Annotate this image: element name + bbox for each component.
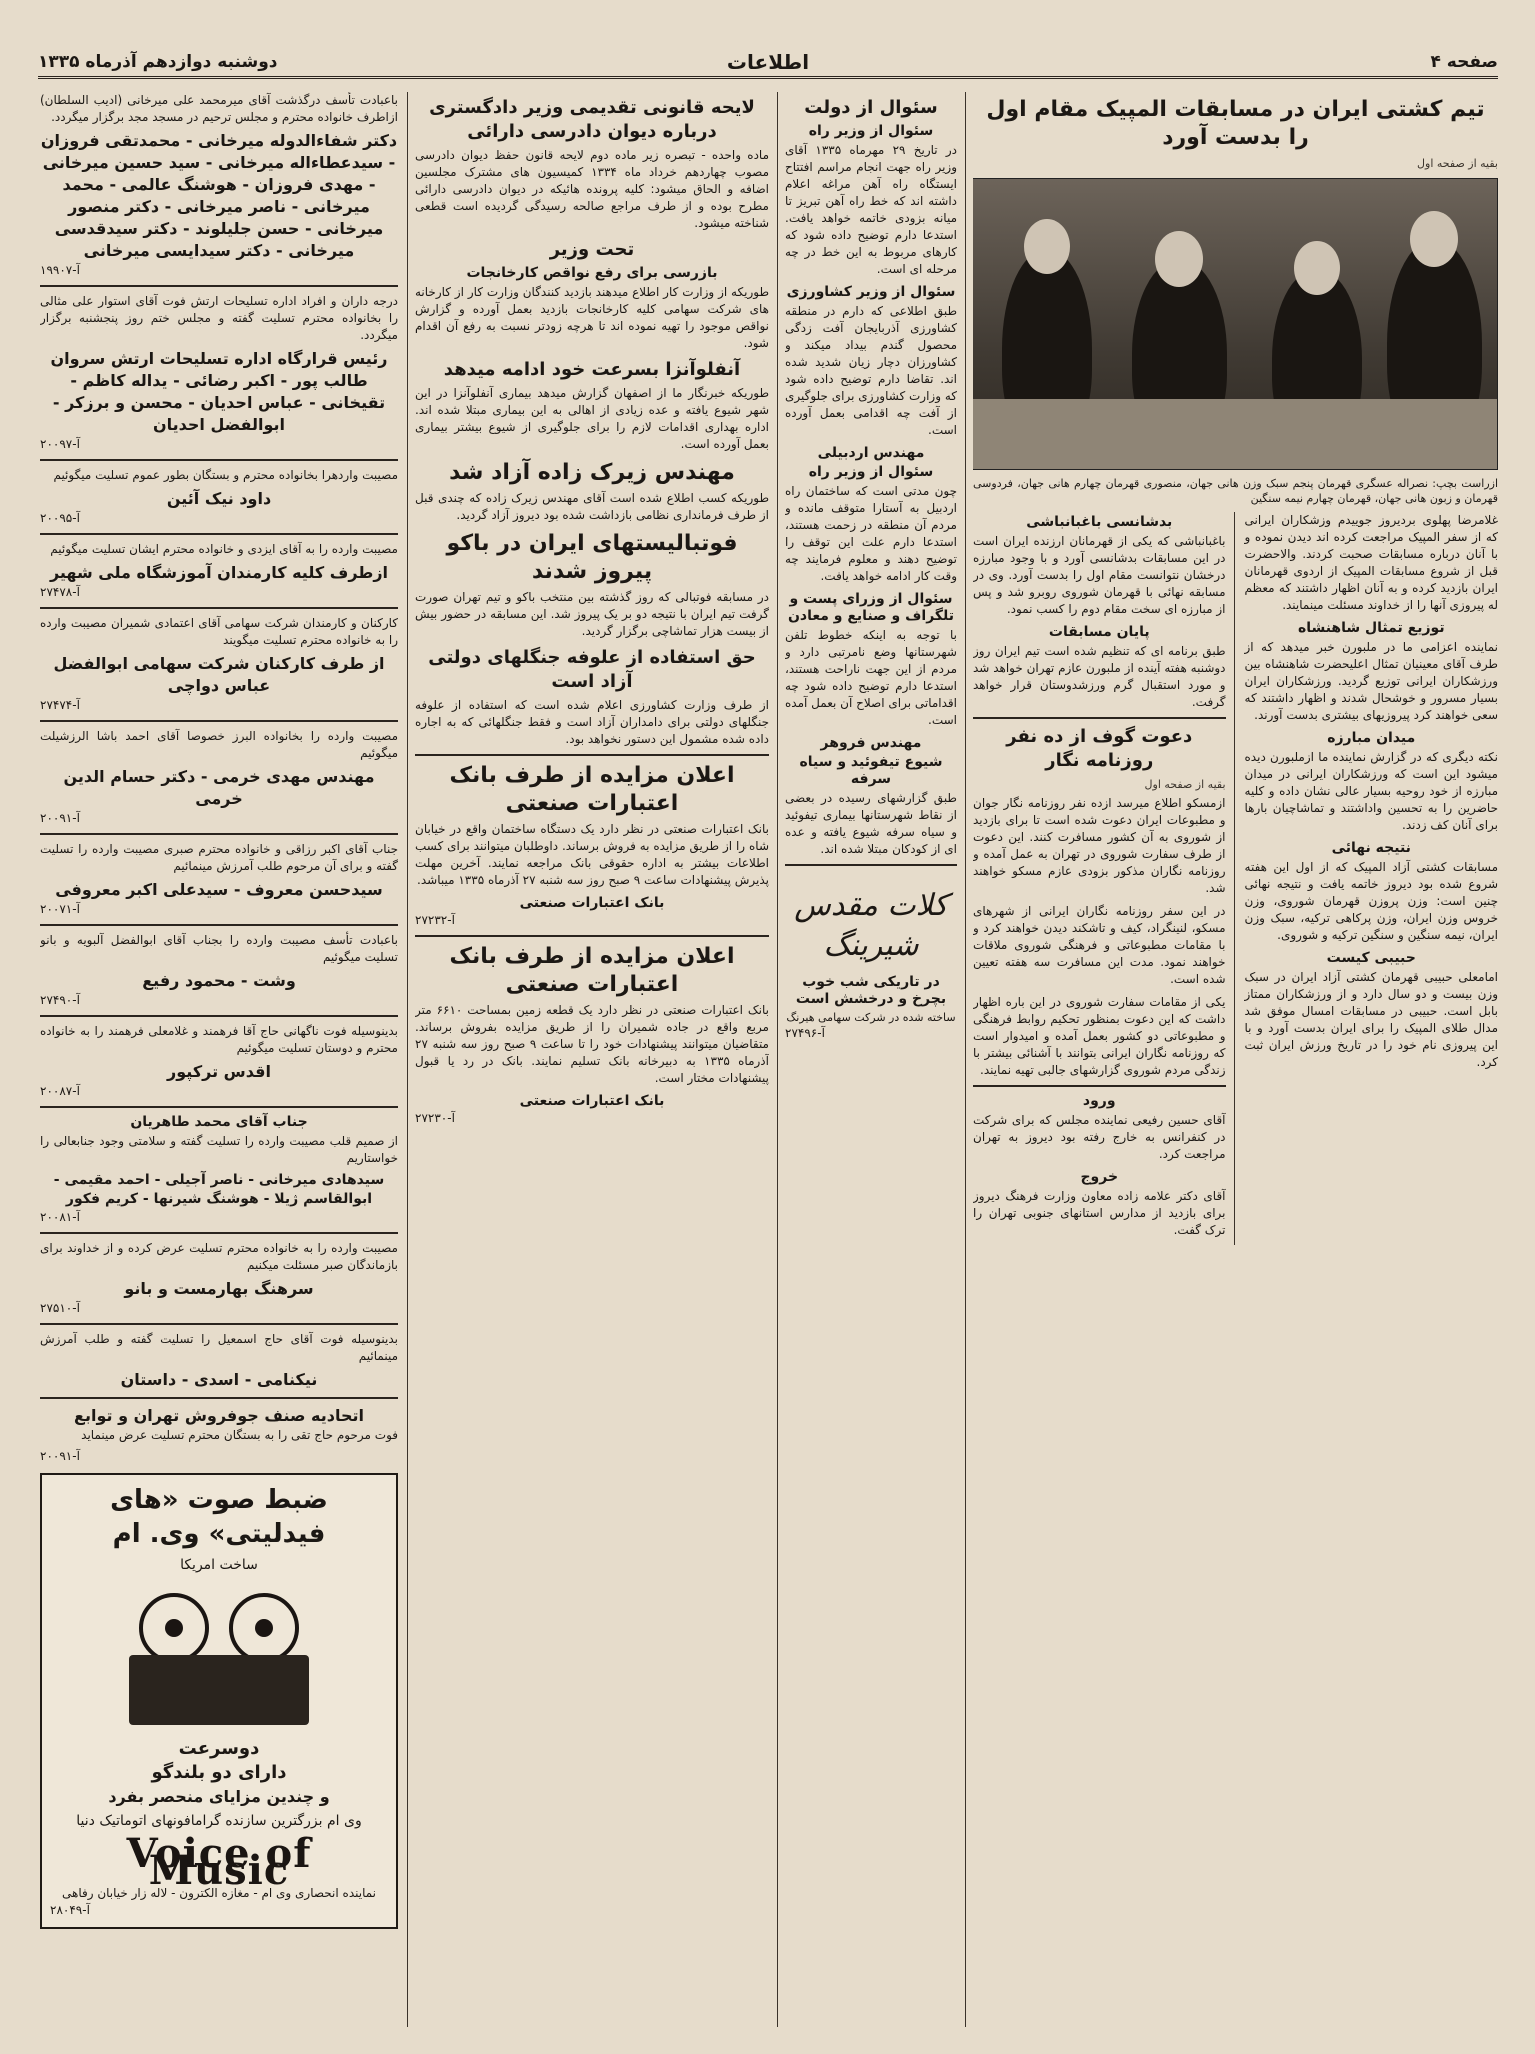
notice-signers: مهندس مهدی خرمی - دکتر حسام الدین خرمی [63,767,375,808]
person-face [1410,211,1458,267]
person-face [1294,241,1340,295]
article-body: نکته دیگری که در گزارش نماینده ما ازملبورن دیده میشود این است که ورزشکاران ایرانی در میدان مبارزه از خود روحیه بسیار عالی نشان داده و کلیه حاضرین را به تحسین واداشتند و تماشاچیان بارها برای آنان کف زدند. [1244,750,1498,832]
article-body: با توجه به اینکه خطوط تلفن شهرستانها وضع نامرتبی دارد و مردم از این جهت ناراحت هستند، استدعا دارم توضیح داده شود چه اقداماتی برای اصلاح آن بعمل آمده است. [785,628,957,727]
article-body: آقای حسین رفیعی نماینده مجلس که برای شرکت در کنفرانس به خارج رفته بود دیروز به تهران مراجعت کرد. [973,1113,1226,1161]
divider [40,1232,398,1234]
column-rule [965,92,966,2027]
sports-subcolumn-left [973,512,1235,1245]
notice-text: مصیبت وارده را بخانواده البرز خصوصا آقای احمد باشا الرزشیلت میگوئیم [40,729,398,760]
notice-signers: از طرف کارکنان شرکت سهامی ابوالفضل عباس دواچی [53,654,385,695]
auction-body: بانک اعتبارات صنعتی در نظر دارد یک قطعه زمین بمساحت ۶۶۱۰ متر مربع واقع در جاده شمیران را از طریق مزایده بفروش برساند. متقاضیان میتوانند پیشنهادات خود را تا ساعت ۹ صبح روز سه شنبه ۲۷ آذرماه ۱۳۳۵ به دبیرخانه بانک تسلیم نمایند. بانک در رد یا قبول پیشنهادات مختار است. [415,1003,769,1085]
sports-column [973,92,1498,2027]
article-byline: بقیه از صفحه اول [1144,778,1226,791]
article-headline: حق استفاده از علوفه جنگلهای دولتی آزاد است [428,647,756,692]
article-body: یکی از مقامات سفارت شوروی در این باره اظهار داشت که این دعوت بمنظور تحکیم روابط فرهنگی و مطبوعاتی دو کشور بعمل آمده و امیدوار است که روزنامه نگاران ایرانی بتوانند با آشنائی بیشتر با زندگی مردم شوروی گزارشهای جالبی تهیه نمایند. [973,995,1226,1077]
ad-feature: دوسرعت [178,1738,260,1759]
notice-heading: اتحادیه صنف جوفروش تهران و توابع [74,1406,364,1425]
notice-ref: آ-۲۰۰۷۱ [40,902,80,916]
notice-ref: آ-۲۰۰۸۱ [40,1210,80,1224]
notice-signers: داود نیک آئین [166,489,272,508]
notice-text: کارکنان و کارمندان شرکت سهامی آقای اعتمادی شمیران مصیبت وارده را به خانواده محترم تسلیت میگویند [40,616,398,647]
article-body: نماینده اعزامی ما در ملبورن خبر میدهد که از طرف آقای معینیان تمثال اعلیحضرت شاهنشاه بین ورزشکاران ایرانی توزیع گردید. ورزشکاران ایران بسیار مسرور و خوشحال شدند و اظهار داشتند که سعی خواهند کرد پیروزیهای بیشتری بدست آورند. [1244,640,1498,722]
article-headline: آنفلوآنزا بسرعت خود ادامه میدهد [443,359,741,380]
person-face [1155,231,1203,287]
article-body: طبق اطلاعی که دارم در منطقه کشاورزی آذربایجان آفت زدگی محصول گندم بیداد میکند و کشاورزان دچار زیان شدید شده اند. تقاضا دارم توضیح داده شود که وزارت کشاورزی برای جلوگیری از آفت چه اقدامی بعمل آورده است. [785,304,957,437]
masthead [38,50,1498,79]
article-subheadline: سئوال از وزیر راه [808,464,934,480]
article-headline: فوتبالیستهای ایران در باکو پیروز شدند [446,531,738,584]
notice-ref: آ-۲۰۰۹۱ [40,811,80,825]
masthead-page-number: صفحه ۴ [1430,52,1498,72]
wrestlers-photo [973,178,1498,470]
notice-ref: آ-۲۷۴۷۴ [40,698,80,712]
divider [40,720,398,722]
auction-headline: اعلان مزایده از طرف بانک اعتبارات صنعتی [449,944,735,997]
divider [973,1085,1226,1087]
photo-table [973,399,1497,469]
article-body: ماده واحده - تبصره زیر ماده دوم لایحه قانون حفظ دیوان دادرسی مصوب چهاردهم خرداد ماه ۱۳۳۴ کمیسیون های مشترک مجلسین اضافه و الحاق میشود: کلیه پرونده هائیکه در دیوان دادرسی دارائی مطرح بوده و از طرف مراجع صالحه رسیدگی گردیده است قطعی شناخته میشود. [415,148,769,230]
notice-text: باعبادت تأسف درگذشت آقای میرمحمد علی میرخانی (ادیب السلطان) ازاطرف خانواده محترم و مجلس ترحیم در مسجد مجد برگزار میگردد. [40,93,398,124]
notice-ref: آ-۲۷۵۱۰ [40,1301,80,1315]
article-body: امامعلی حبیبی قهرمان کشتی آزاد ایران در سبک وزن بیست و دو سال دارد و از ورزشکاران ممتاز بابل است. حبیبی در مسابقات امسال موفق شد مدال طلای المپیک را برای ایران بدست آورد و با این پیروزی نام خود را در تاریخ ورزش ایران ثبت کرد. [1244,970,1498,1069]
masthead-paper-name: اطلاعات [726,50,810,74]
column-rule [777,92,778,2027]
shirink-ad-ref: آ-۲۷۴۹۶ [785,1026,825,1040]
article-subheadline: خروج [1080,1169,1119,1185]
divider [40,1106,398,1108]
auction-ref: آ-۲۷۲۳۰ [415,1111,455,1125]
divider [415,754,769,756]
divider [785,864,957,866]
tape-reel-icon [139,1593,209,1663]
notice-ref: آ-۲۰۰۹۷ [40,437,80,451]
notice-signers: وشت - محمود رفیع [142,971,296,990]
notice-text: باعبادت تأسف مصیبت وارده را بجناب آقای ابوالفضل آلبویه و بانو تسلیت میگوئیم [40,933,398,964]
notice-signers: رئیس قرارگاه اداره تسلیحات ارتش سروان طالب پور - اکبر رضائی - یداله کاظم - تقیخانی - عباس احدیان - محسن و برزکر - ابوالفضل احدیان [50,349,388,434]
tape-reel-icon [229,1593,299,1663]
news-column-c [785,92,957,2027]
notice-text: فوت مرحوم حاج تقی را به بستگان محترم تسلیت عرض مینماید [81,1428,398,1442]
article-body: مسابقات کشتی آزاد المپیک که از اول این هفته شروع شده بود دیروز خاتمه یافت و نتیجه نهائی چنین است: وزن پروزن قهرمان شوروی، وزن خروس وزن ایران، وزن پرکاهی ترکیه، سبک وزن ایران، نیمه سنگین و سنگین ترکیه و شوروی. [1244,860,1498,942]
article-body: طوریکه کسب اطلاع شده است آقای مهندس زیرک زاده که چندی قبل از طرف فرمانداری نظامی بازداشت شده بود دیروز آزاد گردید. [415,491,769,522]
photo-caption: ازراست بچپ: نصراله عسگری قهرمان پنجم سبک وزن هانی جهان، منصوری قهرمان چهارم هانی جهان، فردوسی قهرمان و زبون هانی جهان، قهرمان چهارم نیمه سنگین [973,477,1498,505]
article-headline: تحت وزیر [549,239,635,260]
masthead-date: دوشنبه دوازدهم آذرماه ۱۳۳۵ [38,52,278,72]
ad-footer: نماینده انحصاری وی ام - مغازه الکترون - لاله زار خیابان رفاهی [61,1886,377,1900]
shirink-ad-slogan: در تاریکی شب خوب بچرخ و درخشش است [795,974,947,1007]
article-headline: سئوال از دولت [804,97,938,118]
notice-text: بدینوسیله فوت آقای حاج اسمعیل را تسلیت گفته و طلب آمرزش مینمائیم [40,1332,398,1363]
notice-signers: اقدس ترکپور [167,1062,271,1081]
divider [40,1015,398,1017]
notice-signers: سرهنگ بهارمست و بانو [124,1279,314,1298]
divider [40,285,398,287]
notice-signers: سیدحسن معروف - سیدعلی اکبر معروفی [55,880,383,899]
ad-feature: دارای دو بلندگو [151,1762,287,1783]
notice-signers: دکتر شفاءالدوله میرخانی - محمدتقی فروزان - سیدعطاءاله میرخانی - سید حسین میرخانی - مهدی فروزان - هوشنگ عالمی - محمد میرخانی - ناصر میرخانی - دکتر منصور میرخانی - حسن جلیلوند - دکتر سیدقدسی میرخانی - دکتر سیدایسی میرخانی [40,131,398,260]
notice-ref: آ-۲۰۰۹۵ [40,511,80,525]
notice-signers: نیکنامی - اسدی - داستان [120,1370,318,1389]
notices-column [40,92,398,2027]
notice-text: بدینوسیله فوت ناگهانی حاج آقا فرهمند و غلامعلی فرهمند را به خانواده محترم و دوستان تسلیت میگوئیم [40,1024,398,1055]
news-column-d [415,92,769,2027]
notice-ref: آ-۱۹۹۰۷ [40,263,80,277]
notice-heading: جناب آقای محمد طاهریان [130,1114,308,1130]
article-subheadline: پایان مسابقات [1048,624,1150,640]
article-subheadline: ورود [1082,1093,1116,1109]
article-headline: لایحه قانونی تقدیمی وزیر دادگستری درباره دیوان دادرسی دارائی [429,97,755,142]
sports-subcolumns [973,512,1498,1245]
divider [40,924,398,926]
divider [40,533,398,535]
shirink-ad-note: ساخته شده در شرکت سهامی هیرنگ [786,1011,956,1024]
auction-signature: بانک اعتبارات صنعتی [519,895,665,911]
article-subheadline: سئوال از وزیر راه [808,123,934,139]
article-subheadline: سئوال از وزرای پست و تلگراف و صنایع و معادن [787,591,955,624]
ad-feature: و چندین مزایای منحصر بفرد [108,1787,330,1806]
article-body: از طرف وزارت کشاورزی اعلام شده است که استفاده از علوفه جنگلهای دولتی برای دامداران آزاد است و فقط جنگلهائی که به اجاره داده شده مشمول این دستور نخواهد بود. [415,698,769,746]
auction-ref: آ-۲۷۲۳۲ [415,913,455,927]
article-subheadline: سئوال از وزیر کشاورزی [786,284,956,300]
notice-ref: آ-۲۰۰۸۷ [40,1084,80,1098]
sports-subcolumn-right [1245,512,1498,1245]
article-signature: مهندس فروهر [820,735,922,751]
ad-logo: Voice of Music [126,1830,312,1894]
voice-of-music-ad [40,1473,398,1929]
auction-signature: بانک اعتبارات صنعتی [519,1093,665,1109]
article-subheadline: توزیع تمثال شاهنشاه [1297,620,1445,636]
column-rule [407,92,408,2027]
shirink-ad-title: کلات مقدس شیرینگ [794,888,948,963]
ad-ref: آ-۲۸۰۴۹ [50,1903,90,1917]
divider [40,1397,398,1399]
divider [40,459,398,461]
article-headline: مهندس زیرک زاده آزاد شد [449,460,735,485]
notice-text: مصیبت وارده را به خانواده محترم تسلیت عرض کرده و از خداوند برای بازماندگان صبر مسئلت میکنیم [40,1241,398,1272]
article-signature: مهندس اردبیلی [817,445,925,461]
divider [415,935,769,937]
article-subheadline: بازرسی برای رفع نواقص کارخانجات [466,265,718,281]
article-subheadline: میدان مبارزه [1327,730,1416,746]
article-body: آقای دکتر علامه زاده معاون وزارت فرهنگ دیروز برای بازدید از مدارس استانهای جنوبی تهران را ترک گفت. [973,1189,1226,1237]
notice-text: مصیبت وارده را به آقای ایزدی و خانواده محترم ایشان تسلیت میگوئیم [50,542,398,556]
notice-signers: ازطرف کلیه کارمندان آموزشگاه ملی شهیر [49,563,389,582]
auction-headline: اعلان مزایده از طرف بانک اعتبارات صنعتی [449,763,735,816]
article-body: در تاریخ ۲۹ مهرماه ۱۳۳۵ آقای وزیر راه جهت انجام مراسم افتتاح ایستگاه راه آهن مراغه اعلام داشته اند که خط راه آهن تبریز تا میانه بزودی خاتمه خواهد یافت. استدعا دارم توضیح داده شود که کارهای مربوط به این خط در چه مرحله ای است. [785,143,957,276]
notice-text: از صمیم قلب مصیبت وارده را تسلیت گفته و سلامتی وجود جنابعالی را خواستاریم [40,1134,398,1165]
notice-text: جناب آقای اکبر رزاقی و خانواده محترم صبری مصیبت وارده را تسلیت گفته و برای آن مرحوم طلب آمرزش مینمائیم [40,842,398,873]
person-face [1024,219,1070,274]
article-body: طبق گزارشهای رسیده در بعضی از نقاط شهرستانها بیماری تیفوئید و سیاه سرفه شیوع یافته و عده ای از کودکان مبتلا شده اند. [785,791,957,856]
wrestling-headline: تیم کشتی ایران در مسابقات المپیک مقام اول را بدست آورد [986,97,1485,150]
article-body: طوریکه از وزارت کار اطلاع میدهند بازدید کنندگان وزارت کار از کارخانه های شرکت سهامی کلیه کارخانجات بازدید بعمل آورده و گزارش نواقص موجود را تهیه نموده اند تا هرچه زودتر نسبت به رفع آن اقدام شود. [415,285,769,350]
article-byline: بقیه از صفحه اول [1417,157,1498,170]
divider [40,607,398,609]
article-body: طبق برنامه ای که تنظیم شده است تیم ایران روز دوشنبه هفته آینده از ملبورن عازم تهران خواهد شد و مورد استقبال گرم ورزشدوستان قرار خواهد گرفت. [973,644,1226,709]
recorder-deck [129,1655,309,1725]
auction-body: بانک اعتبارات صنعتی در نظر دارد یک دستگاه ساختمان واقع در خیابان شاه را از طریق مزایده به فروش برساند. داوطلبان میتوانند برای کسب اطلاعات بیشتر به اداره حقوقی بانک مراجعه نمایند. آخرین مهلت پذیرش پیشنهادات ساعت ۹ صبح روز سه شنبه ۲۷ آذرماه ۱۳۳۵ میباشد. [415,822,769,887]
notice-ref: آ-۲۰۰۹۱ [40,1449,80,1463]
article-body: غلامرضا پهلوی بردیروز جوییدم وزشکاران ایرانی که از سفر المپیک مراجعت کرده اند دیدن نموده و با آنان درباره مسابقات صحبت کردند. والاحضرت قبل از شروع مسابقات المپیک از اردوی قهرمانان ایران بازدید کرده و به آنان اظهار داشتند که معظم له پیروزی آنها را از خداوند مسئلت مینمایند. [1244,513,1498,612]
ad-brand-tag: ساخت امریکا [180,1557,258,1573]
article-headline: دعوت گوف از ده نفر روزنامه نگار [1006,726,1193,771]
article-subheadline: حبیبی کیست [1326,950,1416,966]
article-body: ازمسکو اطلاع میرسد ازده نفر روزنامه نگار جوان و مطبوعات ایران دعوت شده است تا برای بازدید از شوروی به آن کشور مسافرت کنند. این دعوت از طرف سفارت شوروی در تهران به عمل آمده و روزنامه نگاران مذکور بزودی عازم مسکو خواهند شد. [973,796,1226,895]
tape-recorder-illustration [119,1585,319,1735]
article-body: باغبانباشی که یکی از قهرمانان ارزنده ایران است در این مسابقات بدشانسی آورد و با وجود مبارزه درخشان نتوانست مقام اول را بدست آورد. وی در مسابقه نهائی با قهرمان شوروی روبرو شد و پس از مبارزه ای سخت مقام دوم را کسب نمود. [973,534,1226,616]
article-body: چون مدتی است که ساختمان راه اردبیل به آستارا متوقف مانده و مردم آن منطقه در زحمت هستند، استدعا دارم علت این توقف را توضیح دهند و معلوم فرمایند چه وقت کار ادامه خواهد یافت. [785,484,957,583]
notice-ref: آ-۲۷۴۷۸ [40,585,80,599]
divider [40,833,398,835]
notice-text: درجه داران و افراد اداره تسلیحات ارتش فوت آقای استوار علی مثالی را بخانواده محترم تسلیت گفته و مجلس ختم روز پنجشنبه برگزار میگردد. [40,294,398,342]
ad-description: وی ام بزرگترین سازنده گرامافونهای اتوماتیک دنیا [76,1813,362,1829]
divider [40,1323,398,1325]
ad-title: ضبط صوت «های فیدلیتی» وی. ام [110,1485,328,1549]
notice-signers: سیدهادی میرخانی - ناصر آجیلی - احمد مقیمی - ابوالقاسم ژیلا - هوشنگ شیرنها - کریم فکور [53,1172,385,1207]
notice-text: مصیبت واردهرا بخانواده محترم و بستگان بطور عموم تسلیت میگوئیم [53,468,398,482]
article-subheadline: شیوع تیفوئید و سیاه سرفه [799,754,943,787]
article-subheadline: بدشانسی باغبانباشی [1026,514,1173,530]
article-subheadline: نتیجه نهائی [1331,840,1411,856]
notice-ref: آ-۲۷۴۹۰ [40,993,80,1007]
article-body: در مسابقه فوتبالی که روز گذشته بین منتخب باکو و تیم تهران صورت گرفت تیم ایران با نتیجه دو بر یک پیروز شد. این مسابقه در حضور بیش از بیست هزار تماشاچی برگزار گردید. [415,590,769,638]
divider [973,717,1226,719]
article-body: در این سفر روزنامه نگاران ایرانی از شهرهای مسکو، لنینگراد، کیف و تاشکند دیدن خواهند کرد و با مقامات مطبوعاتی و فرهنگی شوروی ملاقات خواهند نمود. مدت این مسافرت سه هفته تعیین شده است. [973,904,1226,986]
article-body: طوریکه خبرنگار ما از اصفهان گزارش میدهد بیماری آنفلوآنزا در این شهر شیوع یافته و عده زیادی از اهالی به این بیماری مبتلا شده اند. اداره بهداری اقدامات لازم را برای جلوگیری از شیوع بیشتر بیماری بعمل آورده است. [415,386,769,451]
